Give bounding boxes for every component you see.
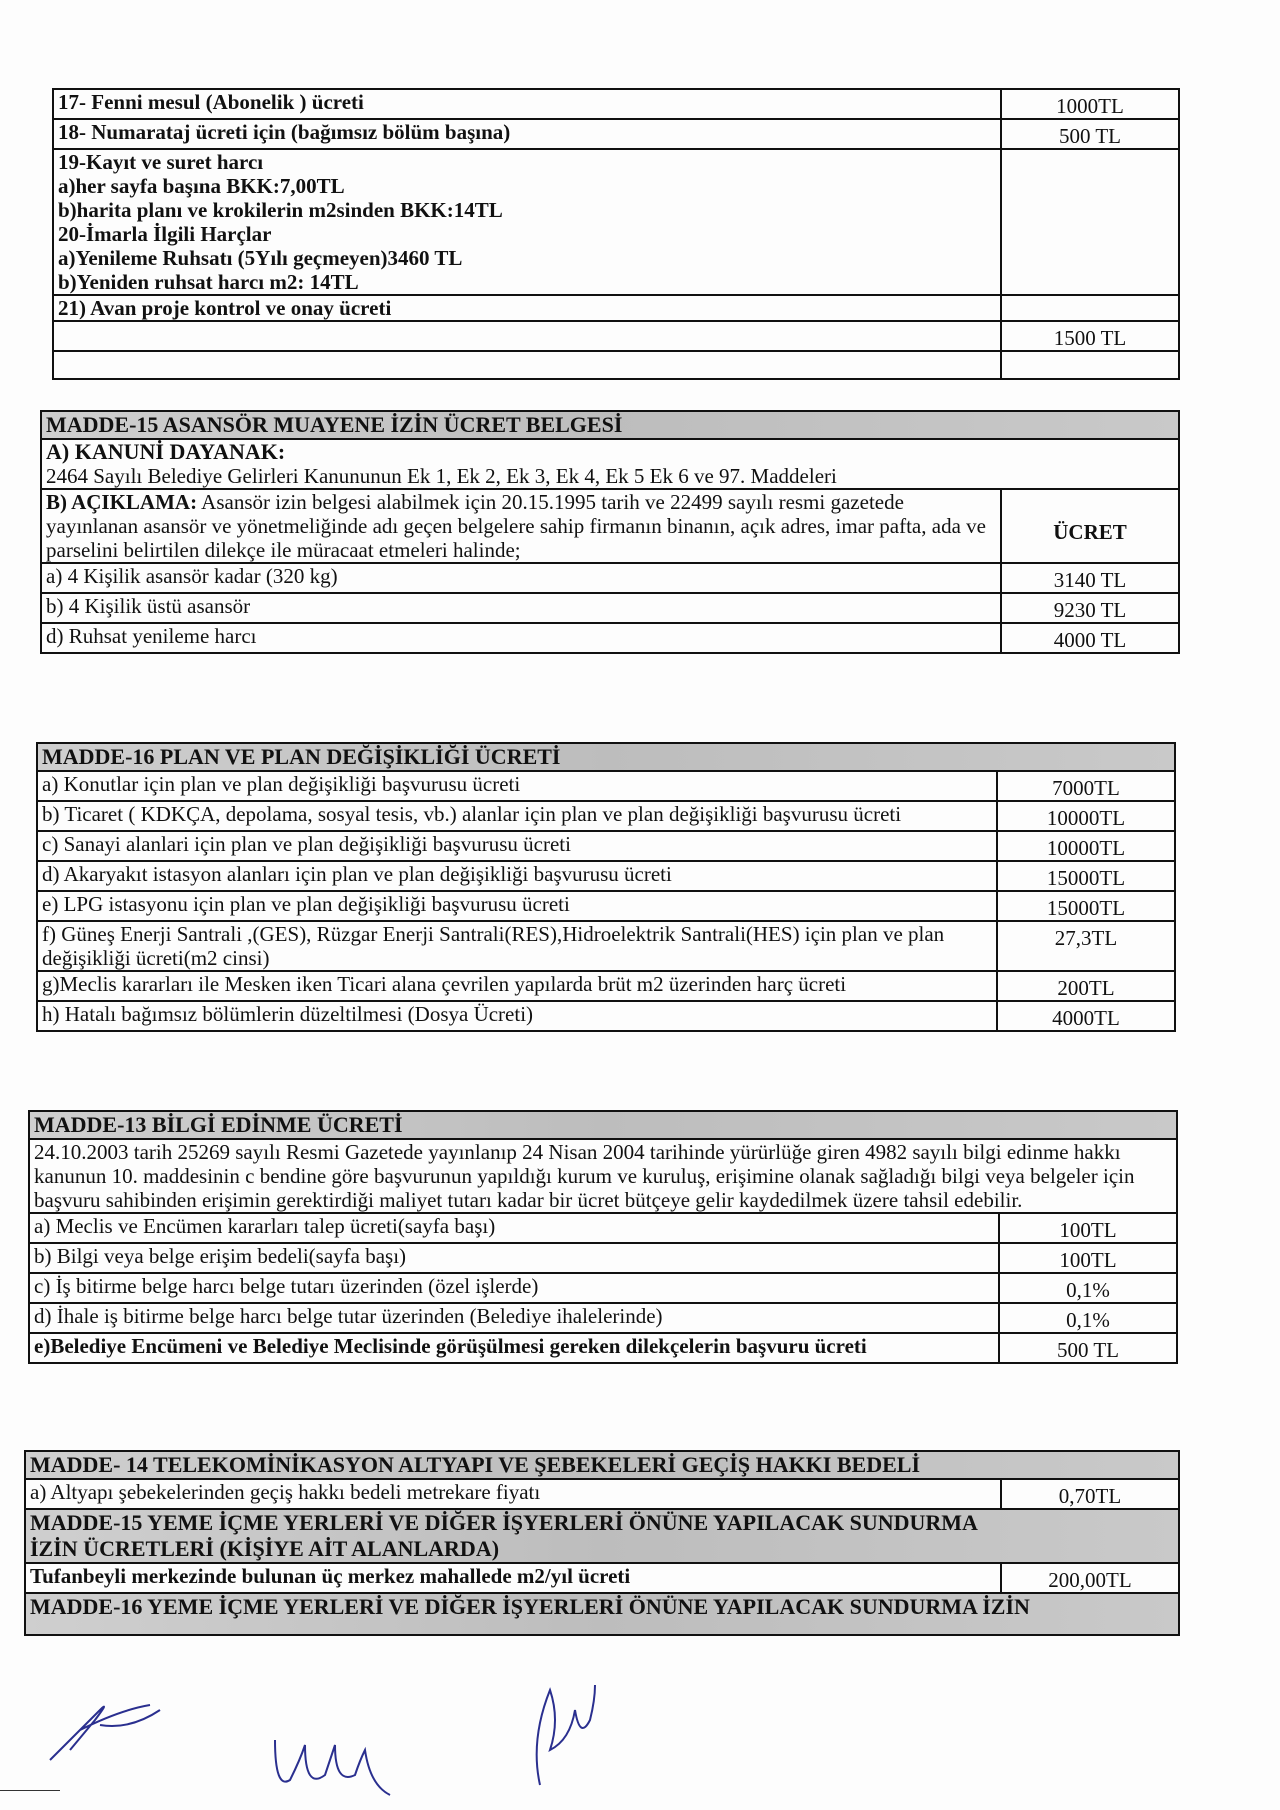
empty-cell: [54, 352, 1000, 378]
table-row: [30, 1244, 1176, 1274]
row-price: 500 TL: [1000, 120, 1178, 148]
row-label: e)Belediye Encümeni ve Belediye Meclisinde görüşülmesi gereken dilekçelerin başvuru ücreti: [34, 1334, 867, 1358]
signature-3-icon: [520, 1680, 620, 1790]
row-label: a) Konutlar için plan ve plan değişikliği başvurusu ücreti: [42, 772, 521, 796]
table-row: [42, 490, 1178, 564]
table-row: [42, 594, 1178, 624]
aciklama-heading: B) AÇIKLAMA:: [46, 490, 198, 514]
row-label: c) Sanayi alanlari için plan ve plan değişikliği başvurusu ücreti: [42, 832, 571, 856]
row-price: 200,00TL: [1000, 1564, 1178, 1592]
footer-line: [0, 1790, 60, 1791]
row-label: b) Ticaret ( KDKÇA, depolama, sosyal tesis, vb.) alanlar için plan ve plan değişikliği başvurusu ücreti: [42, 802, 902, 826]
row-label: b) Bilgi veya belge erişim bedeli(sayfa başı): [34, 1244, 407, 1268]
line: 19-Kayıt ve suret harcı: [58, 150, 264, 174]
row-price: 100TL: [998, 1214, 1176, 1242]
row-price: 0,1%: [998, 1274, 1176, 1302]
row-price: 3140 TL: [1000, 564, 1178, 592]
section-title: MADDE-15 ASANSÖR MUAYENE İZİN ÜCRET BELGESİ: [42, 412, 1178, 440]
table-row: [54, 90, 1178, 120]
empty-cell: [54, 322, 1000, 350]
aciklama-text: Asansör izin belgesi alabilmek için 20.15.1995 tarih ve 22499 sayılı resmi gazetede yayınlanan asansör ve yönetmeliğinde adı geçen belgelere sahip firmanın binanın, açık adres, imar pafta, ada ve parselini belirtilen dilekçe ile müracaat etmeleri halinde;: [46, 490, 986, 562]
table-row: [26, 1564, 1178, 1594]
row-label: h) Hatalı bağımsız bölümlerin düzeltilmesi (Dosya Ücreti): [42, 1002, 534, 1026]
section-madde13-bilgi: [28, 1110, 1178, 1364]
signature-1-icon: [40, 1690, 180, 1770]
row-price: 7000TL: [996, 772, 1174, 800]
section-title: MADDE-16 YEME İÇME YERLERİ VE DİĞER İŞYERLERİ ÖNÜNE YAPILACAK SUNDURMA İZİN: [26, 1594, 1178, 1634]
row-price: 10000TL: [996, 832, 1174, 860]
table-row: [38, 832, 1174, 862]
row-label: a) Altyapı şebekelerinden geçiş hakkı bedeli metrekare fiyatı: [30, 1480, 541, 1504]
table-row: [54, 120, 1178, 150]
fees-table-1: [52, 88, 1180, 380]
row-label: Tufanbeyli merkezinde bulunan üç merkez mahallede m2/yıl ücreti: [30, 1564, 631, 1588]
kanuni-dayanak: [42, 440, 1178, 490]
row-price: 0,70TL: [1000, 1480, 1178, 1508]
table-row: [54, 150, 1178, 296]
table-row: [30, 1214, 1176, 1244]
row-price: 1000TL: [1000, 90, 1178, 118]
row-price: 9230 TL: [1000, 594, 1178, 622]
row-label: d) Akaryakıt istasyon alanları için plan ve plan değişikliği başvurusu ücreti: [42, 862, 672, 886]
section-title: MADDE- 14 TELEKOMİNİKASYON ALTYAPI VE ŞEBEKELERİ GEÇİŞ HAKKI BEDELİ: [26, 1452, 1178, 1480]
row-label: d) İhale iş bitirme belge harcı belge tutar üzerinden (Belediye ihalelerinde): [34, 1304, 663, 1328]
row-price: [1000, 150, 1178, 294]
row-price: 15000TL: [996, 862, 1174, 890]
row-label: 18- Numarataj ücreti için (bağımsız bölüm başına): [58, 120, 511, 144]
row-label: e) LPG istasyonu için plan ve plan değişikliği başvurusu ücreti: [42, 892, 570, 916]
table-row: [38, 772, 1174, 802]
kanuni-text: 2464 Sayılı Belediye Gelirleri Kanununun Ek 1, Ek 2, Ek 3, Ek 4, Ek 5 Ek 6 ve 97. Maddeleri: [46, 464, 837, 488]
row-label: a) Meclis ve Encümen kararları talep ücreti(sayfa başı): [34, 1214, 496, 1238]
row-price: 100TL: [998, 1244, 1176, 1272]
row-label: d) Ruhsat yenileme harcı: [46, 624, 257, 648]
row-price: 10000TL: [996, 802, 1174, 830]
row-price: 15000TL: [996, 892, 1174, 920]
line: 20-İmarla İlgili Harçlar: [58, 222, 272, 246]
row-label: a) 4 Kişilik asansör kadar (320 kg): [46, 564, 338, 588]
section-title: MADDE-15 YEME İÇME YERLERİ VE DİĞER İŞYERLERİ ÖNÜNE YAPILACAK SUNDURMA İZİN ÜCRETLERİ (KİŞİYE AİT ALANLARDA): [26, 1510, 1178, 1564]
section-intro: 24.10.2003 tarih 25269 sayılı Resmi Gazetede yayınlanıp 24 Nisan 2004 tarihinde yürürlüğe giren 4982 sayılı bilgi edinme hakkı kanunun 10. maddesinin c bendine göre başvurunun yapıldığı kurum ve kuruluş, erişimine olanak sağladığı bilgi veya belgeler için başvuru sahibinden erişimin gerektirdiği maliyet tutarı kadar bir ücret bütçeye gelir kaydedilmek üzere tahsil edebilir.: [30, 1140, 1176, 1214]
section-madde15-asansor: [40, 410, 1180, 654]
row-price: 4000TL: [996, 1002, 1174, 1030]
row-price: 1500 TL: [1000, 322, 1178, 350]
row-price: 4000 TL: [1000, 624, 1178, 652]
row-label: 17- Fenni mesul (Abonelik ) ücreti: [58, 90, 364, 114]
table-row: [42, 624, 1178, 652]
table-row: [38, 922, 1174, 972]
kanuni-heading: A) KANUNİ DAYANAK:: [46, 439, 286, 464]
row-price: 27,3TL: [996, 922, 1174, 970]
line: a)her sayfa başına BKK:7,00TL: [58, 174, 345, 198]
table-row: [54, 296, 1178, 322]
table-row: [26, 1480, 1178, 1510]
row-label: g)Meclis kararları ile Mesken iken Ticari alana çevrilen yapılarda brüt m2 üzerinden harç ücreti: [42, 972, 847, 996]
signature-2-icon: [270, 1720, 430, 1800]
section-title: MADDE-13 BİLGİ EDİNME ÜCRETİ: [30, 1112, 1176, 1140]
table-row: [54, 352, 1178, 378]
table-row: [30, 1274, 1176, 1304]
table-row: [30, 1304, 1176, 1334]
row-price: [1000, 296, 1178, 320]
table-row: [38, 972, 1174, 1002]
line: a)Yenileme Ruhsatı (5Yılı geçmeyen)3460 TL: [58, 246, 463, 270]
table-row: [38, 862, 1174, 892]
table-row: [54, 322, 1178, 352]
row-label-multiline: [54, 150, 1000, 294]
row-price: 200TL: [996, 972, 1174, 1000]
section-madde16-plan: [36, 742, 1176, 1032]
table-row: [38, 1002, 1174, 1030]
section-madde14-15-16: [24, 1450, 1180, 1636]
row-price: 500 TL: [998, 1334, 1176, 1362]
table-row: [38, 892, 1174, 922]
row-label: b) 4 Kişilik üstü asansör: [46, 594, 251, 618]
row-price: 0,1%: [998, 1304, 1176, 1332]
aciklama: [42, 490, 1000, 562]
row-label: f) Güneş Enerji Santrali ,(GES), Rüzgar Enerji Santrali(RES),Hidroelektrik Santrali(HES) için plan ve plan değişikliği ücreti(m2 cinsi): [42, 922, 945, 970]
ucret-header: ÜCRET: [1000, 490, 1178, 562]
section-title: MADDE-16 PLAN VE PLAN DEĞİŞİKLİĞİ ÜCRETİ: [38, 744, 1174, 772]
table-row: [30, 1334, 1176, 1362]
line: b)Yeniden ruhsat harcı m2: 14TL: [58, 270, 359, 294]
line: b)harita planı ve krokilerin m2sinden BKK:14TL: [58, 198, 503, 222]
table-row: [42, 564, 1178, 594]
row-label: 21) Avan proje kontrol ve onay ücreti: [58, 296, 392, 320]
table-row: [38, 802, 1174, 832]
empty-cell: [1000, 352, 1178, 378]
row-label: c) İş bitirme belge harcı belge tutarı üzerinden (özel işlerde): [34, 1274, 539, 1298]
